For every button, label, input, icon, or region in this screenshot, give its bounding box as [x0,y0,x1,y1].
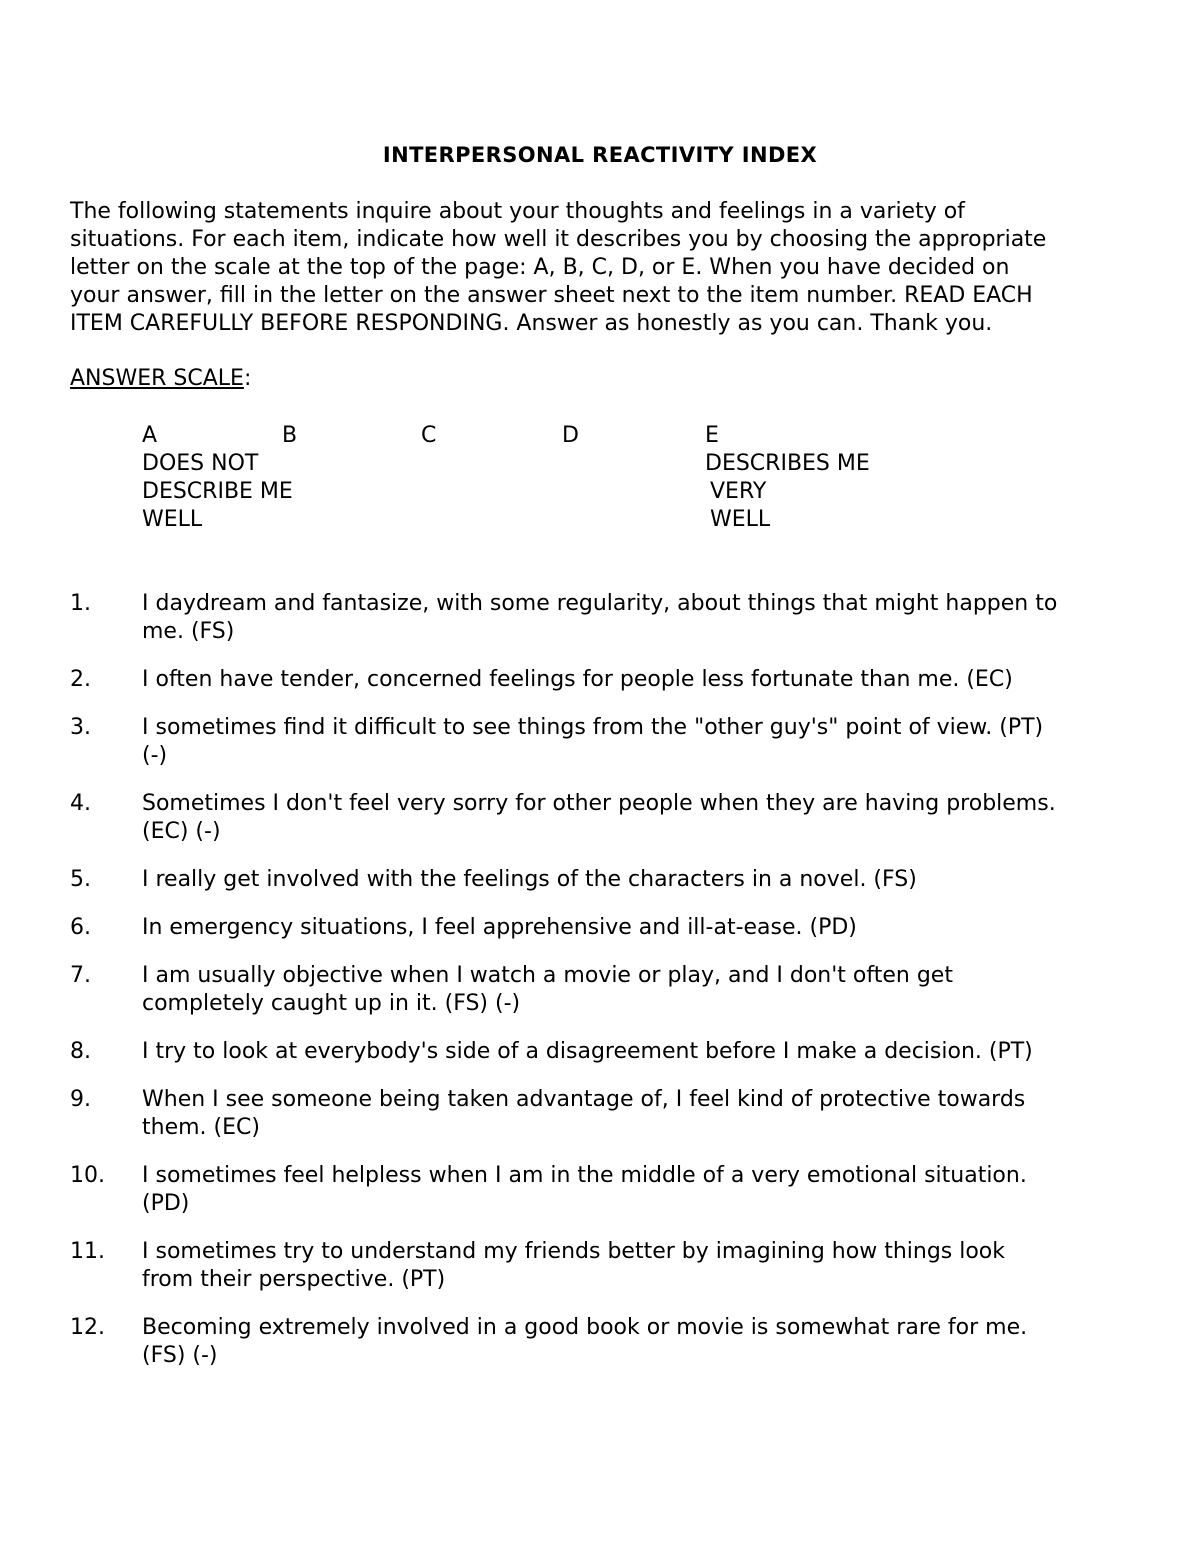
high-anchor-line: DESCRIBES ME [705,451,870,476]
list-item [70,590,1150,646]
low-anchor-line: WELL [142,507,203,532]
list-item [70,790,1150,846]
item-number: 11. [70,1239,105,1264]
item-number: 6. [70,915,91,940]
item-list [70,590,1150,1390]
scale-letter-d: D [562,423,579,448]
item-number: 3. [70,715,91,740]
high-anchor-line: VERY [710,479,767,504]
low-anchor-line: DOES NOT [142,451,259,476]
low-anchor-line: DESCRIBE ME [142,479,293,504]
item-text: I am usually objective when I watch a movie or play, and I don't often get completely caught up in it. (FS) (-) [142,963,953,1016]
answer-scale-heading [70,366,251,391]
scale-letter-c: C [421,423,437,448]
list-item [70,1238,1150,1294]
list-item [70,866,1150,894]
item-number: 2. [70,667,91,692]
item-text: I sometimes try to understand my friends better by imagining how things look from their perspective. (PT) [142,1239,1006,1292]
instructions-line: situations. For each item, indicate how well it describes you by choosing the appropriate [70,227,1047,252]
list-item [70,962,1150,1018]
scale-letter-b: B [282,423,298,448]
page-title: INTERPERSONAL REACTIVITY INDEX [382,143,818,167]
list-item [70,1162,1150,1218]
item-number: 8. [70,1039,91,1064]
instructions-line: your answer, fill in the letter on the answer sheet next to the item number. READ EACH [70,283,1033,308]
item-text: I really get involved with the feelings of the characters in a novel. (FS) [142,867,917,892]
item-number: 9. [70,1087,91,1112]
item-text: Sometimes I don't feel very sorry for other people when they are having problems. (EC) (-) [142,791,1056,844]
item-text: I try to look at everybody's side of a disagreement before I make a decision. (PT) [142,1039,1033,1064]
list-item [70,1314,1150,1370]
list-item [70,1086,1150,1142]
instructions-line: ITEM CAREFULLY BEFORE RESPONDING. Answer as honestly as you can. Thank you. [70,311,993,336]
item-number: 10. [70,1163,105,1188]
item-text: I often have tender, concerned feelings for people less fortunate than me. (EC) [142,667,1013,692]
item-text: When I see someone being taken advantage of, I feel kind of protective towards them. (EC) [142,1087,1026,1140]
item-text: I daydream and fantasize, with some regularity, about things that might happen to me. (FS) [142,591,1058,644]
scale-letter-e: E [705,423,719,448]
list-item [70,714,1150,770]
instructions [70,198,1140,338]
item-text: Becoming extremely involved in a good book or movie is somewhat rare for me. (FS) (-) [142,1315,1028,1368]
list-item [70,1038,1150,1066]
item-number: 4. [70,791,91,816]
instructions-line: letter on the scale at the top of the page: A, B, C, D, or E. When you have decided on [70,255,1010,280]
list-item [70,666,1150,694]
scale-column-e [705,422,870,534]
item-text: I sometimes find it difficult to see things from the "other guy's" point of view. (PT) (-) [142,715,1044,768]
answer-scale-colon: : [243,366,252,391]
item-number: 12. [70,1315,105,1340]
instructions-line: The following statements inquire about your thoughts and feelings in a variety of [70,199,965,224]
item-number: 1. [70,591,91,616]
item-text: In emergency situations, I feel apprehensive and ill-at-ease. (PD) [142,915,857,940]
item-text: I sometimes feel helpless when I am in the middle of a very emotional situation. (PD) [142,1163,1027,1216]
scale-letter-a: A [142,423,158,448]
answer-scale-label: ANSWER SCALE [70,366,244,391]
scale-column-a [142,422,293,534]
high-anchor-line: WELL [710,507,771,532]
item-number: 5. [70,867,91,892]
list-item [70,914,1150,942]
item-number: 7. [70,963,91,988]
